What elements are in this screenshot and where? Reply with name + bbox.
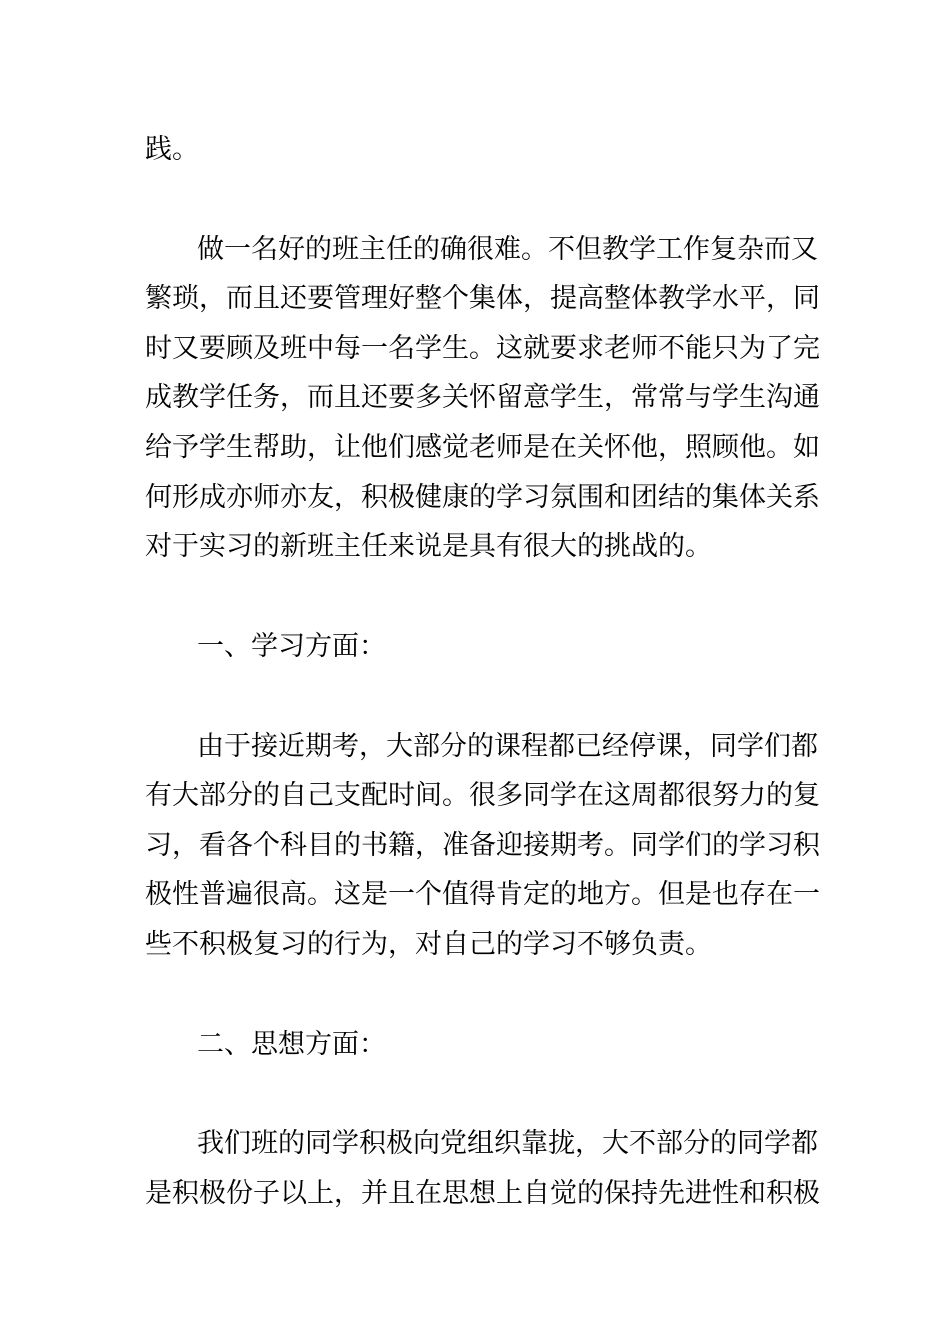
paragraph-line: 由于接近期考，大部分的课程都已经停课，同学们都 [197, 731, 818, 762]
carryover-text: 践。 [145, 134, 199, 165]
section-heading-thought: 二、思想方面： [197, 1029, 386, 1060]
paragraph-line: 极性普遍很高。这是一个值得肯定的地方。但是也存在一 [145, 879, 820, 910]
paragraph-line: 有大部分的自己支配时间。很多同学在这周都很努力的复 [145, 780, 820, 811]
paragraph-line: 习，看各个科目的书籍，准备迎接期考。同学们的学习积 [145, 830, 820, 861]
paragraph-line: 成教学任务，而且还要多关怀留意学生，常常与学生沟通 [145, 382, 820, 413]
paragraph-line: 些不积极复习的行为，对自己的学习不够负责。 [145, 929, 712, 960]
paragraph-line: 对于实习的新班主任来说是具有很大的挑战的。 [145, 531, 712, 562]
paragraph-line: 我们班的同学积极向党组织靠拢，大不部分的同学都 [197, 1128, 818, 1159]
paragraph-line: 给予学生帮助，让他们感觉老师是在关怀他，照顾他。如 [145, 432, 820, 463]
paragraph-line: 何形成亦师亦友，积极健康的学习氛围和团结的集体关系 [145, 482, 820, 513]
paragraph-line: 做一名好的班主任的确很难。不但教学工作复杂而又 [197, 234, 818, 265]
paragraph-line: 时又要顾及班中每一名学生。这就要求老师不能只为了完 [145, 333, 820, 364]
section-heading-study: 一、学习方面： [197, 631, 386, 662]
paragraph-line: 是积极份子以上，并且在思想上自觉的保持先进性和积极 [145, 1178, 820, 1209]
paragraph-line: 繁琐，而且还要管理好整个集体，提高整体教学水平，同 [145, 283, 820, 314]
